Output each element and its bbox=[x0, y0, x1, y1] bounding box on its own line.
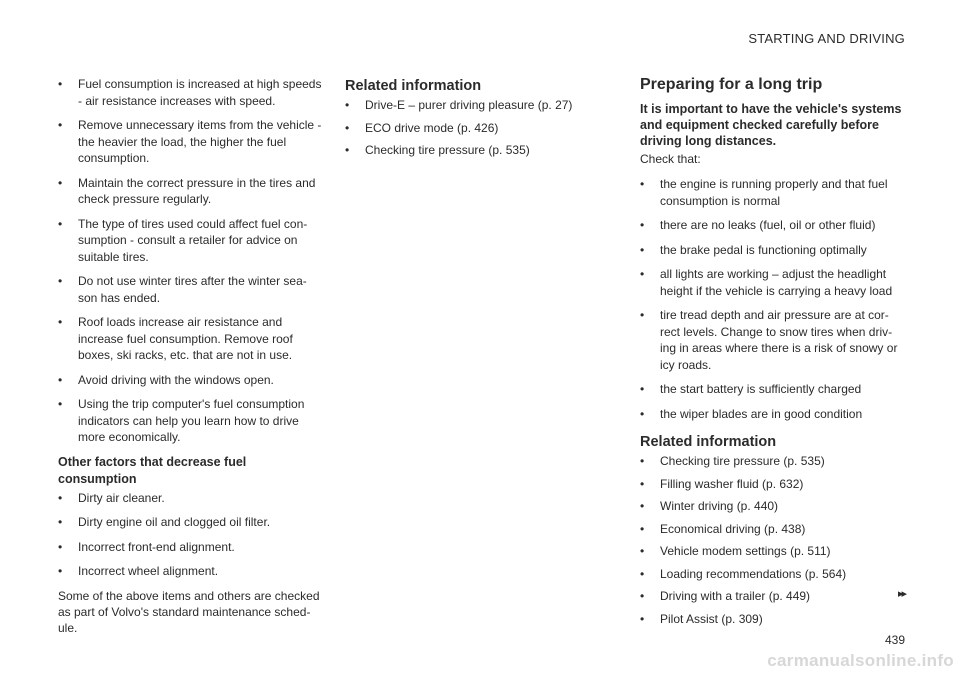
related-links-list bbox=[345, 97, 590, 159]
bullet-icon: • bbox=[345, 98, 350, 112]
fuel-tips-list bbox=[58, 76, 322, 446]
list-item: • the wiper blades are in good condition bbox=[640, 406, 863, 421]
bullet-icon: • bbox=[58, 175, 63, 190]
related-link[interactable]: • Economical driving (p. 438) bbox=[640, 521, 806, 536]
bullet-icon: • bbox=[640, 566, 645, 581]
bullet-icon: • bbox=[640, 611, 645, 626]
check-label: Check that: bbox=[640, 152, 701, 166]
subheading-other-factors: Other factors that decrease fuel consumption bbox=[58, 454, 247, 486]
bullet-icon: • bbox=[58, 515, 63, 529]
bullet-icon: • bbox=[58, 539, 63, 554]
bullet-icon: • bbox=[640, 476, 645, 491]
list-item: • the start battery is sufficiently charged bbox=[640, 382, 862, 396]
related-links-list bbox=[640, 453, 908, 627]
section-title: Preparing for a long trip bbox=[640, 76, 823, 93]
bullet-icon: • bbox=[345, 120, 350, 135]
bullet-icon: • bbox=[58, 397, 63, 411]
related-link[interactable]: • Winter driving (p. 440) bbox=[640, 499, 779, 513]
list-item: • Incorrect wheel alignment. bbox=[58, 564, 219, 578]
bullet-icon: • bbox=[58, 490, 63, 505]
closing-paragraph: Some of the above items and others are checked as part of Volvo's standard maintenance sched-ule. bbox=[58, 588, 320, 635]
bullet-icon: • bbox=[640, 382, 645, 396]
related-link[interactable]: • Drive-E – purer driving pleasure (p. 27) bbox=[345, 98, 573, 112]
list-item: • Using the trip computer's fuel consumption indicators can help you learn how to drive more economically. bbox=[58, 397, 305, 444]
section-header: STARTING AND DRIVING bbox=[748, 31, 905, 46]
related-link[interactable]: • ECO drive mode (p. 426) bbox=[345, 120, 499, 135]
list-item: • there are no leaks (fuel, oil or other fluid) bbox=[640, 218, 876, 232]
related-link[interactable]: • Checking tire pressure (p. 535) bbox=[640, 454, 825, 468]
related-link[interactable]: • Vehicle modem settings (p. 511) bbox=[640, 544, 831, 558]
bullet-icon: • bbox=[58, 372, 63, 387]
list-item: • Maintain the correct pressure in the tires and check pressure regularly. bbox=[58, 175, 316, 206]
list-item: • Dirty air cleaner. bbox=[58, 490, 165, 505]
related-info-heading: Related information bbox=[345, 78, 482, 94]
related-link[interactable]: • Loading recommendations (p. 564) bbox=[640, 566, 847, 581]
bullet-icon: • bbox=[640, 499, 645, 513]
related-link[interactable]: • Driving with a trailer (p. 449) bbox=[640, 589, 811, 603]
intro-paragraph: It is important to have the vehicle's systems and equipment checked carefully before driving long distances. bbox=[640, 102, 902, 148]
bullet-icon: • bbox=[58, 216, 63, 231]
watermark: carmanualsonline.info bbox=[767, 651, 954, 670]
bullet-icon: • bbox=[640, 242, 645, 257]
bullet-icon: • bbox=[640, 267, 645, 281]
bullet-icon: • bbox=[58, 77, 63, 91]
bullet-icon: • bbox=[640, 177, 645, 191]
page-number: 439 bbox=[884, 633, 905, 647]
next-page-arrows-icon[interactable]: ▸▸ bbox=[897, 588, 905, 600]
bullet-icon: • bbox=[640, 544, 645, 558]
list-item: • all lights are working – adjust the headlight height if the vehicle is carrying a heavy load bbox=[640, 267, 893, 298]
list-item: • Incorrect front-end alignment. bbox=[58, 539, 235, 554]
column-middle bbox=[345, 78, 590, 165]
bullet-icon: • bbox=[640, 308, 645, 322]
list-item: • Fuel consumption is increased at high speeds - air resistance increases with speed. bbox=[58, 77, 322, 108]
bullet-icon: • bbox=[58, 315, 63, 329]
list-item: • the engine is running properly and that fuel consumption is normal bbox=[640, 177, 888, 208]
list-item: • tire tread depth and air pressure are at cor-rect levels. Change to snow tires when driv-ing in areas where there is a risk of snowy or icy roads. bbox=[640, 308, 898, 372]
column-right bbox=[640, 76, 908, 633]
bullet-icon: • bbox=[640, 589, 645, 603]
bullet-icon: • bbox=[58, 118, 63, 132]
checklist bbox=[640, 176, 908, 422]
bullet-icon: • bbox=[640, 454, 645, 468]
bullet-icon: • bbox=[640, 521, 645, 536]
bullet-icon: • bbox=[58, 274, 63, 288]
list-item: • Do not use winter tires after the winter sea-son has ended. bbox=[58, 274, 307, 305]
list-item: • the brake pedal is functioning optimally bbox=[640, 242, 867, 257]
bullet-icon: • bbox=[345, 143, 350, 157]
related-link[interactable]: • Filling washer fluid (p. 632) bbox=[640, 476, 804, 491]
related-info-heading: Related information bbox=[640, 434, 777, 450]
bullet-icon: • bbox=[640, 218, 645, 232]
bullet-icon: • bbox=[58, 564, 63, 578]
column-left bbox=[58, 76, 322, 636]
list-item: • Avoid driving with the windows open. bbox=[58, 372, 274, 387]
factors-list bbox=[58, 490, 322, 580]
related-link[interactable]: • Checking tire pressure (p. 535) bbox=[345, 143, 530, 157]
related-link[interactable]: • Pilot Assist (p. 309) bbox=[640, 611, 763, 626]
list-item: • Dirty engine oil and clogged oil filter. bbox=[58, 515, 271, 529]
list-item: • Remove unnecessary items from the vehicle - the heavier the load, the higher the fuel consumption. bbox=[58, 118, 322, 165]
bullet-icon: • bbox=[640, 406, 645, 421]
list-item: • Roof loads increase air resistance and increase fuel consumption. Remove roof boxes, ski racks, etc. that are not in use. bbox=[58, 315, 293, 362]
list-item: • The type of tires used could affect fuel con-sumption - consult a retailer for advice on suitable tires. bbox=[58, 216, 308, 264]
